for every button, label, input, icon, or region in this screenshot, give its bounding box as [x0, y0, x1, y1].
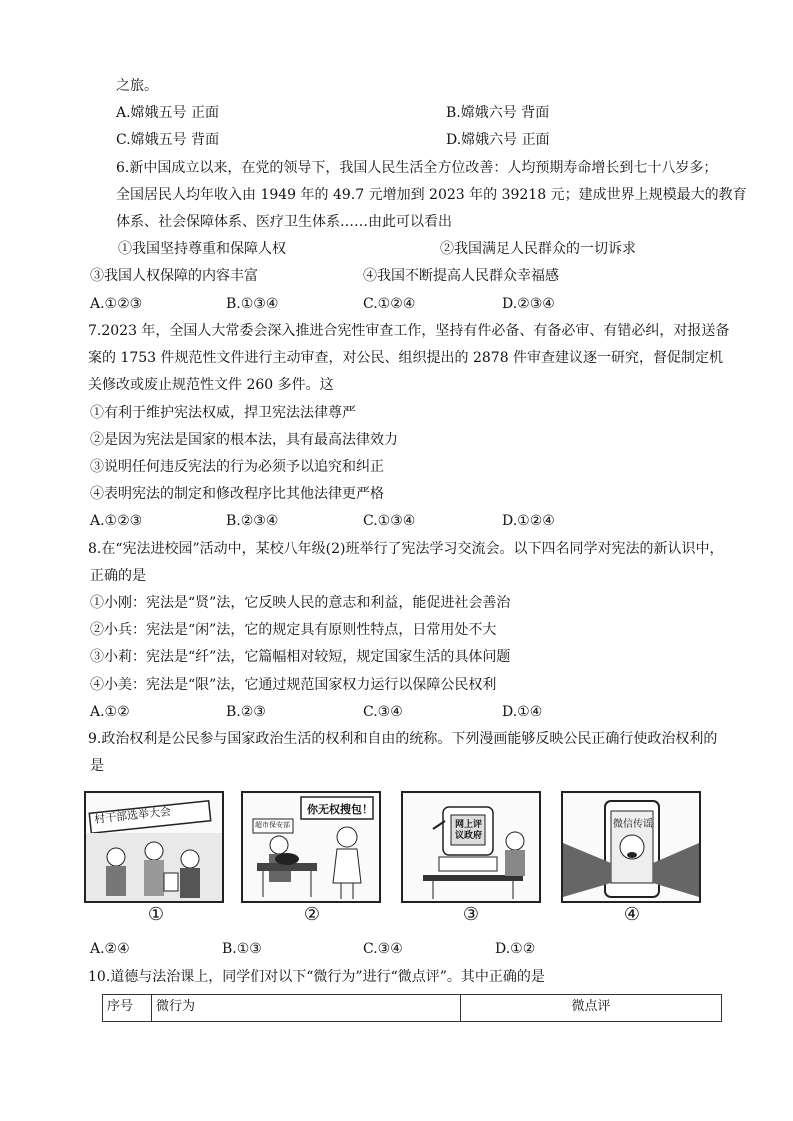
q8-item-2: ②小兵：宪法是“闲”法，它的规定具有原则性特点，日常用处不大	[90, 622, 497, 638]
cartoon-panel-3	[401, 791, 541, 903]
q7-option-d: D.①②④	[502, 513, 555, 529]
header-index: 序号	[103, 995, 152, 1022]
cartoon-panel-4	[561, 791, 701, 903]
cartoon-panel-2	[241, 791, 381, 903]
q7-stem-line1: 7.2023 年，全国人大常委会深入推进合宪性审查工作，坚持有件必备、有备必审、有错必纠，对报送备	[88, 323, 730, 339]
q6-option-c: C.①②④	[363, 296, 416, 312]
q7-option-b: B.②③④	[226, 513, 279, 529]
q7-option-a: A.①②③	[90, 513, 143, 529]
q6-stem-line2: 全国居民人均年收入由 1949 年的 49.7 元增加到 2023 年的 39218 元；建成世界上规模最大的教育	[116, 187, 747, 203]
q9-option-a: A.②④	[90, 941, 130, 957]
q7-item-3: ③说明任何违反宪法的行为必须予以追究和纠正	[90, 459, 384, 475]
q8-option-c: C.③④	[363, 704, 403, 720]
q8-item-1: ①小刚：宪法是“贤”法，它反映人民的意志和利益，能促进社会善治	[90, 595, 511, 611]
q8-option-b: B.②③	[226, 704, 266, 720]
q7-item-1: ①有利于维护宪法权威，捍卫宪法法律尊严	[90, 405, 356, 421]
q6-item-4: ④我国不断提高人民群众幸福感	[363, 268, 559, 284]
cartoon-label-2: ②	[303, 904, 321, 925]
q9-stem-line2: 是	[90, 758, 104, 774]
q6-option-d: D.②③④	[502, 296, 555, 312]
cartoon-3-screen-text: 网上评议政府	[455, 820, 483, 841]
cartoon-panel-1	[84, 791, 224, 903]
q6-item-3: ③我国人权保障的内容丰富	[90, 268, 258, 284]
q8-item-3: ③小莉：宪法是“纤”法，它篇幅相对较短，规定国家生活的具体问题	[90, 649, 511, 665]
q5-option-b: B.嫦娥六号 背面	[446, 105, 550, 121]
q9-option-b: B.①③	[222, 941, 262, 957]
q5-option-c: C.嫦娥五号 背面	[116, 132, 220, 148]
q7-item-4: ④表明宪法的制定和修改程序比其他法律更严格	[90, 486, 384, 502]
cartoon-1-banner: 村干部选举大会	[93, 805, 172, 826]
cartoon-label-4: ④	[623, 904, 641, 925]
q6-stem-line3: 体系、社会保障体系、医疗卫生体系……由此可以看出	[116, 214, 452, 230]
q9-option-c: C.③④	[363, 941, 403, 957]
q6-item-1: ①我国坚持尊重和保障人权	[118, 241, 286, 257]
q5-tail: 之旅。	[116, 78, 158, 94]
q8-stem-line1: 8.在“宪法进校园”活动中，某校八年级(2)班举行了宪法学习交流会。以下四名同学对宪法的新认识中，	[88, 541, 724, 557]
q6-option-a: A.①②③	[90, 296, 143, 312]
q7-item-2: ②是因为宪法是国家的根本法，具有最高法律效力	[90, 432, 398, 448]
q8-option-a: A.①②	[90, 704, 130, 720]
q7-stem-line2: 案的 1753 件规范性文件进行主动审查，对公民、组织提出的 2878 件审查建议逐一研究，督促制定机	[88, 350, 724, 366]
q9-option-d: D.①②	[495, 941, 536, 957]
header-comment: 微点评	[461, 995, 722, 1022]
q8-option-d: D.①④	[502, 704, 543, 720]
cartoon-2-speech: 你无权搜包！	[307, 803, 373, 816]
q8-stem-line2: 正确的是	[90, 568, 146, 584]
table-row	[103, 995, 722, 1022]
q10-stem: 10.道德与法治课上，同学们对以下“微行为”进行“微点评”。其中正确的是	[88, 969, 545, 985]
q5-option-a: A.嫦娥五号 正面	[116, 105, 220, 121]
q6-option-b: B.①③④	[226, 296, 279, 312]
q8-item-4: ④小美：宪法是“限”法，它通过规范国家权力运行以保障公民权利	[90, 677, 497, 693]
q6-item-2: ②我国满足人民群众的一切诉求	[440, 241, 636, 257]
header-behavior: 微行为	[152, 995, 461, 1022]
q6-stem-line1: 6.新中国成立以来，在党的领导下，我国人民生活全方位改善：人均预期寿命增长到七十八岁多；	[116, 160, 718, 176]
q9-stem-line1: 9.政治权利是公民参与国家政治生活的权利和自由的统称。下列漫画能够反映公民正确行使政治权利的	[88, 731, 718, 747]
cartoon-4-illustration	[563, 793, 699, 901]
cartoon-label-1: ①	[147, 904, 165, 925]
cartoon-4-phone-text: 微信传谣	[613, 819, 653, 830]
cartoon-2-sign: 超市保安部	[255, 821, 290, 829]
q7-stem-line3: 关修改或废止规范性文件 260 多件。这	[88, 377, 334, 393]
q7-option-c: C.①③④	[363, 513, 416, 529]
cartoon-label-3: ③	[462, 904, 480, 925]
q10-table	[102, 994, 722, 1022]
q5-option-d: D.嫦娥六号 正面	[446, 132, 550, 148]
cartoon-3-illustration	[403, 793, 539, 901]
